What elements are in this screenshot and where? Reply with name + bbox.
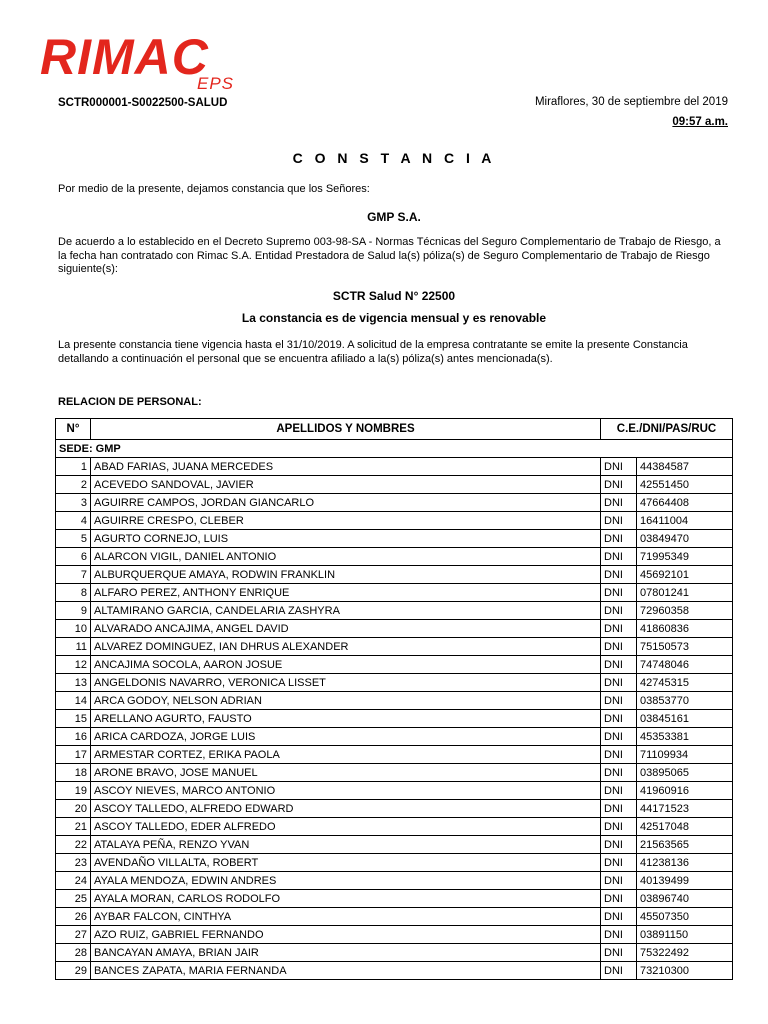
document-number: 47664408 [637,494,733,512]
company-name: GMP S.A. [367,210,421,224]
row-number: 5 [56,530,91,548]
table-row [56,548,733,566]
row-number: 1 [56,458,91,476]
table-row [56,728,733,746]
document-type: DNI [601,764,637,782]
validity-paragraph: La presente constancia tiene vigencia hasta el 31/10/2019. A solicitud de la empresa contratante se emite la presente Constancia detallando a continuación el personal que se encuentra afiliado a la(s) póliza(s) antes mencionada(s). [58,339,688,365]
table-row [56,530,733,548]
row-number: 3 [56,494,91,512]
employee-name: ASCOY TALLEDO, ALFREDO EDWARD [91,800,601,818]
document-type: DNI [601,944,637,962]
table-row [56,764,733,782]
document-type: DNI [601,620,637,638]
table-row [56,476,733,494]
table-header-row [56,419,733,440]
document-type: DNI [601,602,637,620]
employee-name: ARMESTAR CORTEZ, ERIKA PAOLA [91,746,601,764]
document-type: DNI [601,656,637,674]
document-type: DNI [601,566,637,584]
row-number: 20 [56,800,91,818]
employee-name: ASCOY TALLEDO, EDER ALFREDO [91,818,601,836]
document-number: 03896740 [637,890,733,908]
document-number: 40139499 [637,872,733,890]
employee-name: ALFARO PEREZ, ANTHONY ENRIQUE [91,584,601,602]
employee-name: ALVAREZ DOMINGUEZ, IAN DHRUS ALEXANDER [91,638,601,656]
table-row [56,890,733,908]
document-number: 41860836 [637,620,733,638]
document-type: DNI [601,872,637,890]
table-row [56,602,733,620]
document-number: 71995349 [637,548,733,566]
document-type: DNI [601,854,637,872]
document-type: DNI [601,548,637,566]
header-name: APELLIDOS Y NOMBRES [91,419,601,440]
document-number: 03845161 [637,710,733,728]
row-number: 29 [56,962,91,980]
document-type: DNI [601,458,637,476]
legal-paragraph: De acuerdo a lo establecido en el Decreto Supremo 003-98-SA - Normas Técnicas del Seguro Complementario de Trabajo de Riesgo, a la fecha han contratado con Rimac S.A. Entidad Prestadora de Salud la(s) póliza(s) de Seguro Complementario de Trabajo de Riesgo siguiente(s): [58,236,721,275]
sede-row [56,440,733,458]
header-number: N° [56,419,91,440]
document-number: 75322492 [637,944,733,962]
employee-name: ATALAYA PEÑA, RENZO YVAN [91,836,601,854]
row-number: 9 [56,602,91,620]
document-type: DNI [601,818,637,836]
document-title: C O N S T A N C I A [292,150,496,166]
table-row [56,656,733,674]
table-row [56,800,733,818]
document-type: DNI [601,962,637,980]
document-number: 03891150 [637,926,733,944]
document-type: DNI [601,746,637,764]
row-number: 21 [56,818,91,836]
table-row [56,566,733,584]
row-number: 4 [56,512,91,530]
employee-name: ARONE BRAVO, JOSE MANUEL [91,764,601,782]
sede-label: SEDE: GMP [56,440,733,458]
row-number: 10 [56,620,91,638]
row-number: 27 [56,926,91,944]
document-number: 73210300 [637,962,733,980]
document-type: DNI [601,476,637,494]
table-row [56,494,733,512]
row-number: 23 [56,854,91,872]
table-row [56,746,733,764]
document-type: DNI [601,512,637,530]
employee-name: ARCA GODOY, NELSON ADRIAN [91,692,601,710]
document-number: 03895065 [637,764,733,782]
document-number: 74748046 [637,656,733,674]
document-type: DNI [601,674,637,692]
employee-name: ALVARADO ANCAJIMA, ANGEL DAVID [91,620,601,638]
document-type: DNI [601,710,637,728]
document-number: 21563565 [637,836,733,854]
document-number: 44171523 [637,800,733,818]
document-type: DNI [601,530,637,548]
document-number: 16411004 [637,512,733,530]
document-type: DNI [601,584,637,602]
row-number: 11 [56,638,91,656]
row-number: 14 [56,692,91,710]
table-row [56,674,733,692]
document-number: 44384587 [637,458,733,476]
table-row [56,710,733,728]
row-number: 28 [56,944,91,962]
employee-name: ARELLANO AGURTO, FAUSTO [91,710,601,728]
employee-name: AYALA MORAN, CARLOS RODOLFO [91,890,601,908]
table-row [56,926,733,944]
table-row [56,854,733,872]
employee-name: AYALA MENDOZA, EDWIN ANDRES [91,872,601,890]
table-row [56,458,733,476]
row-number: 24 [56,872,91,890]
issue-time: 09:57 a.m. [672,116,728,128]
table-row [56,908,733,926]
row-number: 2 [56,476,91,494]
table-row [56,872,733,890]
validity-note: La constancia es de vigencia mensual y es renovable [241,311,547,325]
document-number: 71109934 [637,746,733,764]
table-row [56,692,733,710]
table-row [56,620,733,638]
row-number: 15 [56,710,91,728]
document-number: 42517048 [637,818,733,836]
row-number: 13 [56,674,91,692]
document-number: 03849470 [637,530,733,548]
document-number: 45353381 [637,728,733,746]
employee-name: ALTAMIRANO GARCIA, CANDELARIA ZASHYRA [91,602,601,620]
employee-name: ALBURQUERQUE AMAYA, RODWIN FRANKLIN [91,566,601,584]
document-type: DNI [601,800,637,818]
document-number: 41960916 [637,782,733,800]
document-number: 03853770 [637,692,733,710]
document-type: DNI [601,836,637,854]
document-type: DNI [601,728,637,746]
table-row [56,818,733,836]
document-number: 41238136 [637,854,733,872]
header-document: C.E./DNI/PAS/RUC [601,419,733,440]
document-type: DNI [601,638,637,656]
row-number: 26 [56,908,91,926]
rimac-logo: RIMAC [40,29,209,85]
document-type: DNI [601,908,637,926]
document-type: DNI [601,782,637,800]
row-number: 6 [56,548,91,566]
employee-name: AZO RUIZ, GABRIEL FERNANDO [91,926,601,944]
row-number: 19 [56,782,91,800]
employee-name: AVENDAÑO VILLALTA, ROBERT [91,854,601,872]
employee-name: AGUIRRE CAMPOS, JORDAN GIANCARLO [91,494,601,512]
row-number: 16 [56,728,91,746]
table-row [56,638,733,656]
row-number: 22 [56,836,91,854]
employee-name: BANCES ZAPATA, MARIA FERNANDA [91,962,601,980]
personnel-table [55,418,733,980]
employee-name: ALARCON VIGIL, DANIEL ANTONIO [91,548,601,566]
document-number: 45692101 [637,566,733,584]
policy-number: SCTR Salud N° 22500 [332,289,456,303]
table-row [56,962,733,980]
document-type: DNI [601,692,637,710]
employee-name: BANCAYAN AMAYA, BRIAN JAIR [91,944,601,962]
table-row [56,782,733,800]
employee-name: ARICA CARDOZA, JORGE LUIS [91,728,601,746]
issue-date: Miraflores, 30 de septiembre del 2019 [534,96,728,108]
employee-name: AGUIRRE CRESPO, CLEBER [91,512,601,530]
document-type: DNI [601,926,637,944]
employee-name: ABAD FARIAS, JUANA MERCEDES [91,458,601,476]
certificate-code: SCTR000001-S0022500-SALUD [58,97,228,109]
employee-name: ANCAJIMA SOCOLA, AARON JOSUE [91,656,601,674]
intro-text: Por medio de la presente, dejamos constancia que los Señores: [58,183,370,195]
employee-name: AGURTO CORNEJO, LUIS [91,530,601,548]
row-number: 25 [56,890,91,908]
document-number: 07801241 [637,584,733,602]
employee-name: AYBAR FALCON, CINTHYA [91,908,601,926]
table-row [56,584,733,602]
employee-name: ASCOY NIEVES, MARCO ANTONIO [91,782,601,800]
employee-name: ACEVEDO SANDOVAL, JAVIER [91,476,601,494]
row-number: 17 [56,746,91,764]
document-number: 72960358 [637,602,733,620]
row-number: 8 [56,584,91,602]
document-type: DNI [601,494,637,512]
row-number: 7 [56,566,91,584]
document-number: 75150573 [637,638,733,656]
document-number: 42551450 [637,476,733,494]
document-number: 42745315 [637,674,733,692]
row-number: 12 [56,656,91,674]
eps-logo-subtitle: EPS [197,74,235,93]
table-row [56,944,733,962]
row-number: 18 [56,764,91,782]
section-label: RELACION DE PERSONAL: [58,396,202,408]
employee-name: ANGELDONIS NAVARRO, VERONICA LISSET [91,674,601,692]
document-type: DNI [601,890,637,908]
table-row [56,836,733,854]
table-row [56,512,733,530]
document-number: 45507350 [637,908,733,926]
